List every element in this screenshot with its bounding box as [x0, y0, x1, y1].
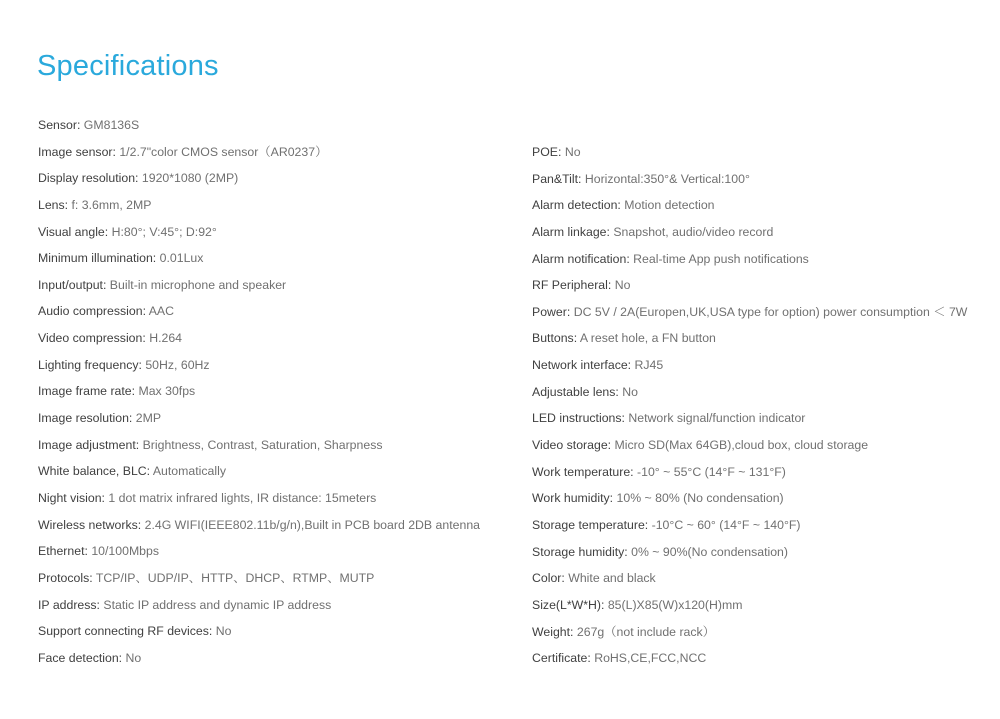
spec-label: White balance, BLC:: [38, 464, 153, 479]
spec-row: [38, 112, 518, 139]
spec-value: 85(L)X85(W)x120(H)mm: [607, 597, 743, 612]
spec-value: Automatically: [152, 464, 226, 479]
spec-list-left: [38, 112, 518, 671]
spec-row: [38, 352, 518, 379]
spec-value: H:80°; V:45°; D:92°: [111, 224, 217, 239]
spec-row: [38, 538, 518, 565]
spec-value: No: [125, 650, 142, 665]
spec-label: Work humidity:: [532, 491, 617, 506]
spec-label: Adjustable lens:: [532, 384, 623, 399]
spec-label: Color:: [532, 571, 569, 586]
spec-value: 1/2.7"color CMOS sensor（AR0237）: [119, 144, 328, 159]
spec-label: Video compression:: [38, 331, 150, 346]
spec-row: [532, 592, 992, 619]
spec-label: Image frame rate:: [38, 384, 139, 399]
spec-label: Image adjustment:: [38, 437, 143, 452]
spec-value: TCP/IP、UDP/IP、HTTP、DHCP、RTMP、MUTP: [95, 570, 375, 585]
spec-row: [532, 139, 992, 166]
spec-value: 50Hz, 60Hz: [145, 357, 210, 372]
spec-row: [38, 165, 518, 192]
spec-value: No: [614, 278, 631, 293]
spec-label: Ethernet:: [38, 544, 92, 559]
spec-label: Work temperature:: [532, 464, 638, 479]
spec-row: [38, 219, 518, 246]
spec-value: 1 dot matrix infrared lights, IR distance: 15meters: [108, 490, 377, 505]
spec-value: No: [215, 624, 232, 639]
spec-label: Lens:: [38, 197, 72, 212]
spec-label: Image resolution:: [38, 411, 136, 426]
spec-value: No: [564, 145, 581, 159]
spec-label: IP address:: [38, 597, 104, 612]
spec-label: Storage humidity:: [532, 544, 632, 559]
spec-label: Wireless networks:: [38, 517, 145, 532]
spec-value: Max 30fps: [138, 384, 196, 399]
spec-label: Input/output:: [38, 277, 110, 292]
spec-value: No: [622, 384, 638, 399]
spec-row: [38, 325, 518, 352]
spec-row: [532, 405, 992, 432]
spec-label: Face detection:: [38, 650, 126, 665]
spec-row: [38, 405, 518, 432]
spec-row: [38, 565, 518, 592]
spec-row: [532, 219, 992, 246]
spec-row: [532, 379, 992, 406]
spec-value: 2MP: [135, 411, 162, 426]
spec-label: Alarm linkage:: [532, 224, 614, 239]
spec-value: Horizontal:350°& Vertical:100°: [584, 171, 750, 186]
spec-value: Built-in microphone and speaker: [109, 277, 287, 292]
spec-value: f: 3.6mm, 2MP: [71, 197, 152, 212]
spec-value: Brightness, Contrast, Saturation, Sharpness: [142, 437, 383, 452]
spec-label: LED instructions:: [532, 411, 629, 426]
spec-value: AAC: [148, 304, 175, 319]
spec-label: Pan&Tilt:: [532, 171, 585, 186]
spec-row: [532, 352, 992, 379]
spec-value: Real-time App push notifications: [633, 251, 809, 266]
spec-value: 10% ~ 80% (No condensation): [616, 491, 784, 506]
spec-row: [532, 432, 992, 459]
spec-row: [532, 272, 992, 299]
spec-value: DC 5V / 2A(Europen,UK,USA type for option) power consumption ＜ 7W: [573, 304, 968, 319]
spec-row: [532, 325, 992, 352]
spec-label: Display resolution:: [38, 171, 142, 186]
spec-row: [38, 485, 518, 512]
spec-label: Lighting frequency:: [38, 357, 146, 372]
spec-row: [38, 512, 518, 539]
spec-value: 10/100Mbps: [91, 544, 160, 559]
spec-label: Storage temperature:: [532, 517, 652, 532]
spec-value: Network signal/function indicator: [628, 411, 806, 426]
spec-value: RJ45: [634, 358, 664, 373]
spec-value: Micro SD(Max 64GB),cloud box, cloud storage: [614, 438, 869, 453]
spec-label: Sensor:: [38, 118, 84, 132]
spec-value: Static IP address and dynamic IP address: [103, 597, 332, 612]
spec-label: Video storage:: [532, 438, 615, 453]
spec-value: A reset hole, a FN button: [579, 331, 716, 346]
spec-value: RoHS,CE,FCC,NCC: [594, 651, 707, 666]
spec-label: Certificate:: [532, 651, 595, 666]
spec-row: [532, 166, 992, 193]
spec-row: [38, 592, 518, 619]
spec-label: Audio compression:: [38, 304, 149, 319]
spec-value: H.264: [149, 331, 183, 346]
spec-label: Minimum illumination:: [38, 251, 160, 266]
spec-label: Night vision:: [38, 490, 109, 505]
spec-value: 1920*1080 (2MP): [141, 171, 239, 186]
spec-value: -10° ~ 55°C (14°F ~ 131°F): [637, 464, 786, 479]
spec-row: [532, 512, 992, 539]
spec-row: [532, 192, 992, 219]
spec-value: 0% ~ 90%(No condensation): [631, 544, 788, 559]
spec-row: [38, 432, 518, 459]
spec-value: 2.4G WIFI(IEEE802.11b/g/n),Built in PCB board 2DB antenna: [144, 517, 480, 532]
spec-value: White and black: [568, 571, 656, 586]
spec-row: [38, 378, 518, 405]
spec-label: Weight:: [532, 624, 577, 639]
spec-row: [38, 245, 518, 272]
spec-value: Snapshot, audio/video record: [613, 224, 774, 239]
spec-row: [38, 618, 518, 645]
spec-label: Buttons:: [532, 331, 580, 346]
page-title: Specifications: [37, 50, 219, 82]
spec-row: [532, 565, 992, 592]
spec-row: [38, 458, 518, 485]
spec-row: [38, 272, 518, 299]
spec-value: -10°C ~ 60° (14°F ~ 140°F): [651, 517, 801, 532]
spec-label: POE:: [532, 145, 565, 159]
spec-label: Power:: [532, 304, 574, 319]
spec-row: [532, 485, 992, 512]
spec-row: [532, 299, 992, 326]
spec-value: 0.01Lux: [159, 251, 204, 266]
spec-label: Size(L*W*H):: [532, 597, 608, 612]
spec-row: [532, 459, 992, 486]
spec-list-right: [532, 139, 992, 672]
spec-label: Alarm notification:: [532, 251, 634, 266]
spec-value: Motion detection: [624, 198, 715, 213]
spec-label: Visual angle:: [38, 224, 112, 239]
spec-value: GM8136S: [83, 118, 140, 132]
spec-row: [38, 298, 518, 325]
spec-row: [532, 619, 992, 646]
spec-value: 267g（not include rack）: [576, 624, 715, 639]
spec-row: [38, 645, 518, 672]
spec-row: [38, 192, 518, 219]
spec-label: Image sensor:: [38, 144, 120, 159]
spec-label: RF Peripheral:: [532, 278, 615, 293]
spec-row: [532, 645, 992, 672]
spec-label: Network interface:: [532, 358, 635, 373]
spec-label: Alarm detection:: [532, 198, 625, 213]
spec-label: Protocols:: [38, 570, 96, 585]
spec-row: [532, 246, 992, 273]
spec-row: [532, 539, 992, 566]
spec-label: Support connecting RF devices:: [38, 624, 216, 639]
spec-row: [38, 139, 518, 166]
